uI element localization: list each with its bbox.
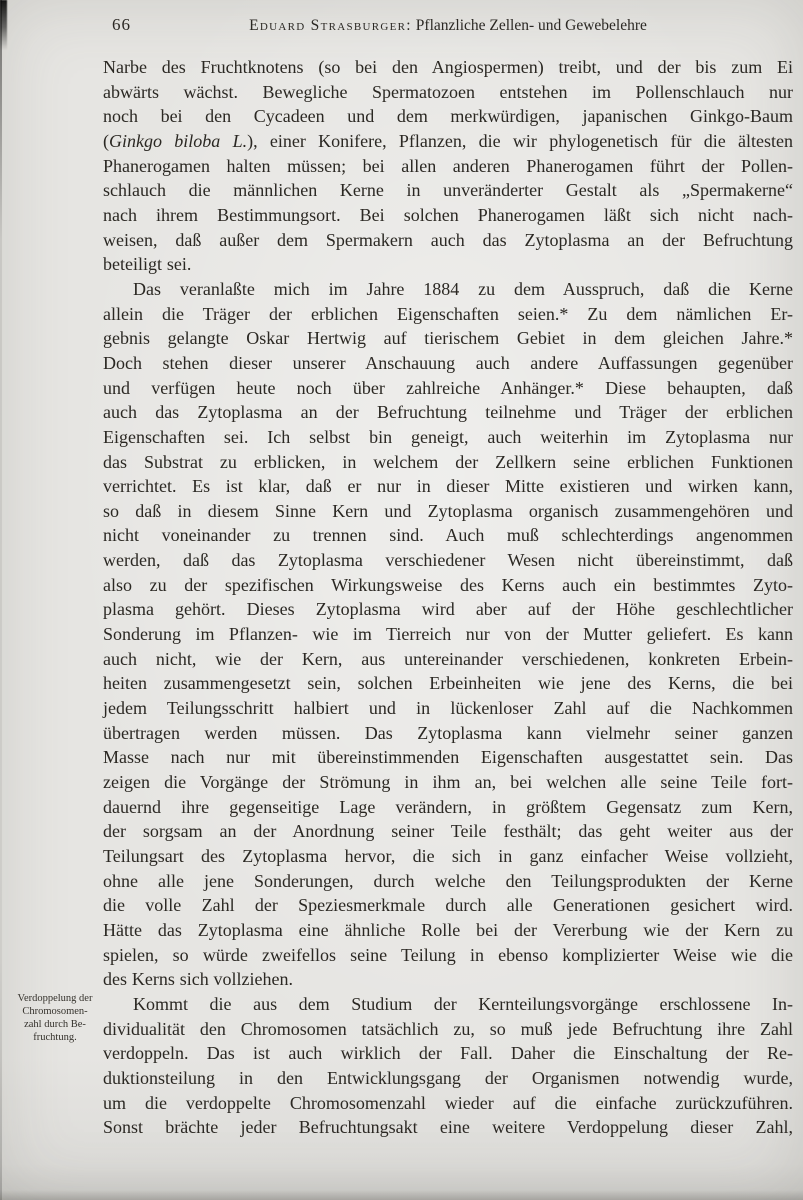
text-line: Teilungsart des Zytoplasma hervor, die sich in ganz einfacher Weise vollzieht, [103, 846, 793, 866]
text-line: Phanerogamen halten müssen; bei allen anderen Phanerogamen führt der Pollen- [103, 155, 793, 176]
text-line: verrichtet. Es ist klar, daß er nur in dieser Mitte existieren und wirken kann, [103, 476, 793, 497]
text-line: werden, daß das Zytoplasma verschiedener Wesen nicht übereinstimmt, daß [103, 550, 793, 571]
text-line: spielen, so würde zweifellos seine Teilung in ebenso komplizierter Weise wie die [103, 944, 793, 965]
text-line: weisen, daß außer dem Spermakern auch das Zytoplasma an der Befruchtung [103, 229, 793, 250]
text-line: dividualität den Chromosomen tatsächlich zu, so muß jede Befruchtung ihre Zahl [103, 1018, 793, 1039]
paragraph [103, 992, 793, 1140]
text-line: Sonderung im Pflanzen- wie im Tierreich nur von der Mutter geliefert. Es kann [103, 624, 793, 645]
text-line: so daß in diesem Sinne Kern und Zytoplasma organisch zusammengehören und [103, 500, 793, 521]
text-line: das Substrat zu erblicken, in welchem der Zellkern seine erblichen Funktionen [103, 451, 793, 472]
text-line: übertragen werden müssen. Das Zytoplasma kann vielmehr seiner ganzen [103, 722, 793, 743]
text-line: abwärts wächst. Bewegliche Spermatozoen entstehen im Pollenschlauch nur [103, 81, 793, 102]
text-line: dauernd ihre gegenseitige Lage verändern, in größtem Gegensatz zum Kern, [103, 796, 793, 817]
text-line: Sonst brächte jeder Befruchtungsakt eine weitere Verdoppelung dieser Zahl, [103, 1117, 793, 1138]
text-line: Doch stehen dieser unserer Anschauung auch andere Auffassungen gegenüber [103, 352, 793, 373]
text-line: noch bei den Cycadeen und dem merkwürdigen, japanischen Ginkgo-Baum [103, 106, 793, 127]
text-line: gebnis gelangte Oskar Hertwig auf tierischem Gebiet in dem gleichen Jahre.* [103, 328, 793, 349]
text-line: zeigen die Vorgänge der Strömung in ihm an, bei welchen alle seine Teile fort- [103, 772, 793, 793]
text-line: auch nicht, wie der Kern, aus untereinander verschiedenen, konkreten Erbein- [103, 648, 793, 669]
text-segment: ( [103, 130, 109, 151]
text-line: heiten zusammengesetzt sein, solchen Erbeinheiten wie jene des Kerns, die bei [103, 673, 793, 694]
text-line: Hätte das Zytoplasma eine ähnliche Rolle bei der Vererbung wie der Kern zu [103, 919, 793, 940]
text-line: und verfügen heute noch über zahlreiche Anhänger.* Diese behaupten, daß [103, 377, 793, 398]
text-line: plasma gehört. Dieses Zytoplasma wird aber auf der Höhe geschlechtlicher [103, 599, 793, 620]
paragraph [103, 277, 793, 992]
text-line: Das veranlaßte mich im Jahre 1884 zu dem Ausspruch, daß die Kerne [133, 278, 793, 299]
body-text [103, 55, 793, 1140]
italic-species-name: Ginkgo biloba L. [109, 130, 248, 151]
text-line: der sorgsam an der Anordnung seiner Teile festhält; das geht weiter aus der [103, 821, 793, 842]
text-line: duktionsteilung in den Entwicklungsgang der Organismen notwendig wurde, [103, 1067, 793, 1088]
text-line: allein die Träger der erblichen Eigenschaften seien.* Zu dem nämlichen Er- [103, 303, 793, 324]
running-header [103, 17, 793, 35]
text-line: schlauch die männlichen Kerne in unveränderter Gestalt als „Spermakerne“ [103, 180, 793, 201]
text-line: des Kerns sich vollziehen. [103, 969, 294, 990]
running-header-author: Eduard Strasburger: [249, 17, 412, 34]
text-line: also zu der spezifischen Wirkungsweise des Kerns auch ein bestimmtes Zyto- [103, 574, 793, 595]
text-line [103, 129, 793, 154]
text-line: nach ihrem Bestimmungsort. Bei solchen Phanerogamen läßt sich nicht nach- [103, 204, 793, 225]
text-line: beteiligt sei. [103, 254, 192, 275]
scan-edge-artifact [0, 0, 7, 50]
margin-note-line: Chromosomen- [22, 1006, 88, 1017]
text-line: die volle Zahl der Speziesmerkmale durch alle Generationen gesichert wird. [103, 895, 793, 916]
text-line: Kommt die aus dem Studium der Kernteilungsvorgänge erschlossene In- [133, 993, 793, 1014]
margin-note-line: fruchtung. [33, 1032, 77, 1043]
text-line: ohne alle jene Sonderungen, durch welche den Teilungsprodukten der Kerne [103, 870, 793, 891]
text-line: nicht voneinander zu trennen sind. Auch muß schlechterdings angenommen [103, 525, 793, 546]
margin-note-line: zahl durch Be- [24, 1019, 86, 1030]
text-segment: ), einer Konifere, Pflanzen, die wir phylogenetisch für die ältesten [247, 130, 793, 151]
scan-left-edge [0, 0, 2, 1200]
text-line: verdoppeln. Das ist auch wirklich der Fall. Daher die Einschaltung der Re- [103, 1043, 793, 1064]
text-line: Eigenschaften sei. Ich selbst bin geneigt, auch weiterhin im Zytoplasma nur [103, 426, 793, 447]
text-line: Narbe des Fruchtknotens (so bei den Angiospermen) treibt, und der bis zum Ei [103, 57, 793, 77]
text-line: auch das Zytoplasma an der Befruchtung teilnehme und Träger der erblichen [103, 402, 793, 423]
margin-note-line: Verdoppelung der [17, 993, 93, 1004]
page-number: 66 [112, 15, 131, 34]
scan-bottom-shadow [0, 1190, 803, 1200]
text-line: Masse nach nur mit übereinstimmenden Eigenschaften ausgestattet sein. Das [103, 747, 793, 768]
running-header-title: Pflanzliche Zellen- und Gewebelehre [411, 17, 647, 34]
paragraph [103, 55, 793, 277]
margin-note [3, 992, 107, 1044]
text-line: um die verdoppelte Chromosomenzahl wieder auf die einfache zurückzuführen. [103, 1092, 793, 1113]
text-line: jedem Teilungsschritt halbiert und in lückenloser Zahl auf die Nachkommen [103, 698, 793, 719]
